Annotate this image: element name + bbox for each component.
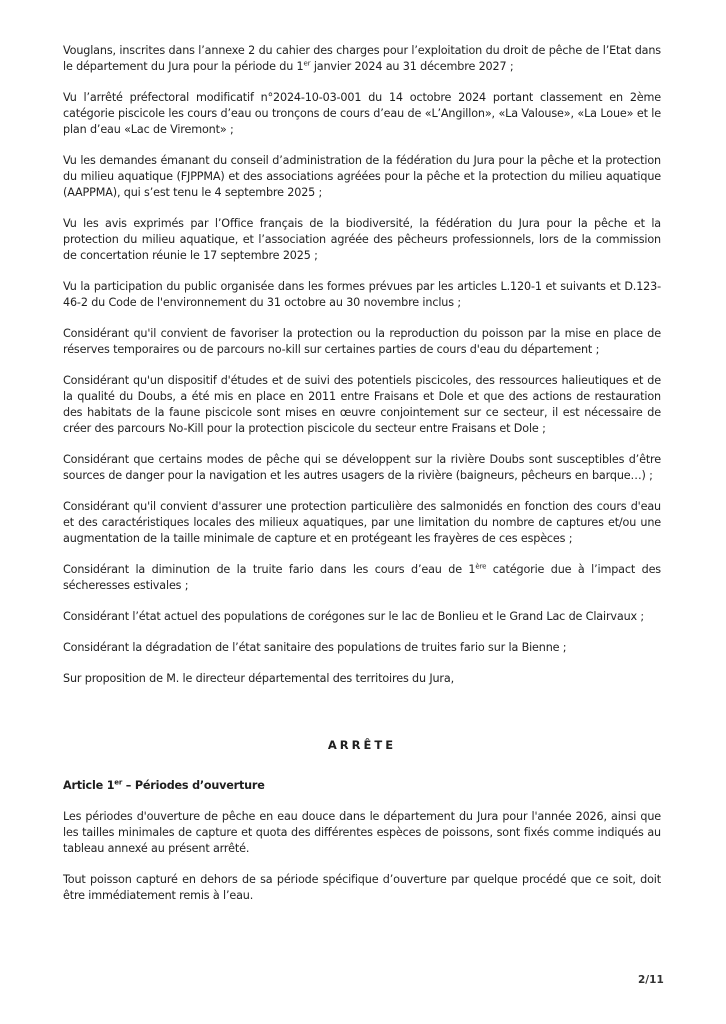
article-1 <box>63 779 661 904</box>
paragraph-avis: Vu les avis exprimés par l’Office français de la biodiversité, la fédération du Jura pour la pêche et la protection du milieu aquatique, et l’association agréée des pêcheurs professionnels, lors de la commission de concertation réunie le 17 septembre 2025 ; <box>63 217 661 262</box>
paragraph-salmonides: Considérant qu'il convient d'assurer une protection particulière des salmonidés en fonction des cours d'eau et des caractéristiques locales des milieux aquatiques, par une limitation du nombre de captures et/ou une augmentation de la taille minimale de capture et en protégeant les frayères de ces espèces ; <box>63 500 661 545</box>
paragraph-vouglans: Vouglans, inscrites dans l’annexe 2 du cahier des charges pour l’exploitation du droit de pêche de l’Etat dans le département du Jura pour la période du 1er janvier 2024 au 31 décembre 2027 ; <box>63 44 661 73</box>
paragraph-demandes: Vu les demandes émanant du conseil d’administration de la fédération du Jura pour la pêche et la protection du milieu aquatique (FJPPMA) et des associations agréées pour la pêche et la protection du milieu aquatique (AAPPMA), qui s’est tenu le 4 septembre 2025 ; <box>63 154 661 199</box>
paragraph-modes-peche: Considérant que certains modes de pêche qui se développent sur la rivière Doubs sont susceptibles d’être sources de danger pour la navigation et les autres usagers de la rivière (baigneurs, pêcheurs en barque…) ; <box>63 453 661 482</box>
paragraph-dispositif-doubs: Considérant qu'un dispositif d'études et de suivi des potentiels piscicoles, des ressources halieutiques et de la qualité du Doubs, a été mis en place en 2011 entre Fraisans et Dole et que des actions de restauration des habitats de la faune piscicole sont mises en œuvre conjointement sur ce secteur, il est nécessaire de créer des parcours No-Kill pour la protection piscicole du secteur entre Fraisans et Dole ; <box>63 374 661 435</box>
paragraph-arrete-modificatif: Vu l’arrêté préfectoral modificatif n°2024-10-03-001 du 14 octobre 2024 portant classement en 2ème catégorie piscicole les cours d’eau ou tronçons de cours d’eau de «L’Angillon», «La Valouse», «La Loue» et le plan d’eau «Lac de Viremont» ; <box>63 91 661 136</box>
paragraph-truite-fario: Considérant la diminution de la truite fario dans les cours d’eau de 1ère catégorie due à l’impact des sécheresses estivales ; <box>63 562 661 592</box>
paragraph-coregones: Considérant l’état actuel des populations de corégones sur le lac de Bonlieu et le Grand Lac de Clairvaux ; <box>63 610 645 623</box>
article-1-title: Article 1er – Périodes d’ouverture <box>63 778 265 792</box>
considerations-section <box>63 43 661 687</box>
page-number: 2/11 <box>638 974 664 986</box>
paragraph-reserves: Considérant qu'il convient de favoriser la protection ou la reproduction du poisson par la mise en place de réserves temporaires ou de parcours no-kill sur certaines parties de cours d'eau du département ; <box>63 327 661 356</box>
arrete-heading: ARRÊTE <box>327 738 397 752</box>
paragraph-proposition: Sur proposition de M. le directeur départemental des territoires du Jura, <box>63 672 454 685</box>
paragraph-participation-public: Vu la participation du public organisée dans les formes prévues par les articles L.120-1 et suivants et D.123-46-2 du Code de l'environnement du 31 octobre au 30 novembre inclus ; <box>63 280 661 309</box>
article-1-paragraph: Les périodes d'ouverture de pêche en eau douce dans le département du Jura pour l'année 2026, ainsi que les tailles minimales de capture et quota des différentes espèces de poissons, sont fixés comme indiqués au tableau annexé au présent arrêté. <box>63 810 661 855</box>
paragraph-bienne: Considérant la dégradation de l’état sanitaire des populations de truites fario sur la Bienne ; <box>63 641 567 654</box>
document-page <box>63 43 661 919</box>
article-1-paragraph: Tout poisson capturé en dehors de sa période spécifique d’ouverture par quelque procédé que ce soit, doit être immédiatement remis à l’eau. <box>63 873 661 902</box>
